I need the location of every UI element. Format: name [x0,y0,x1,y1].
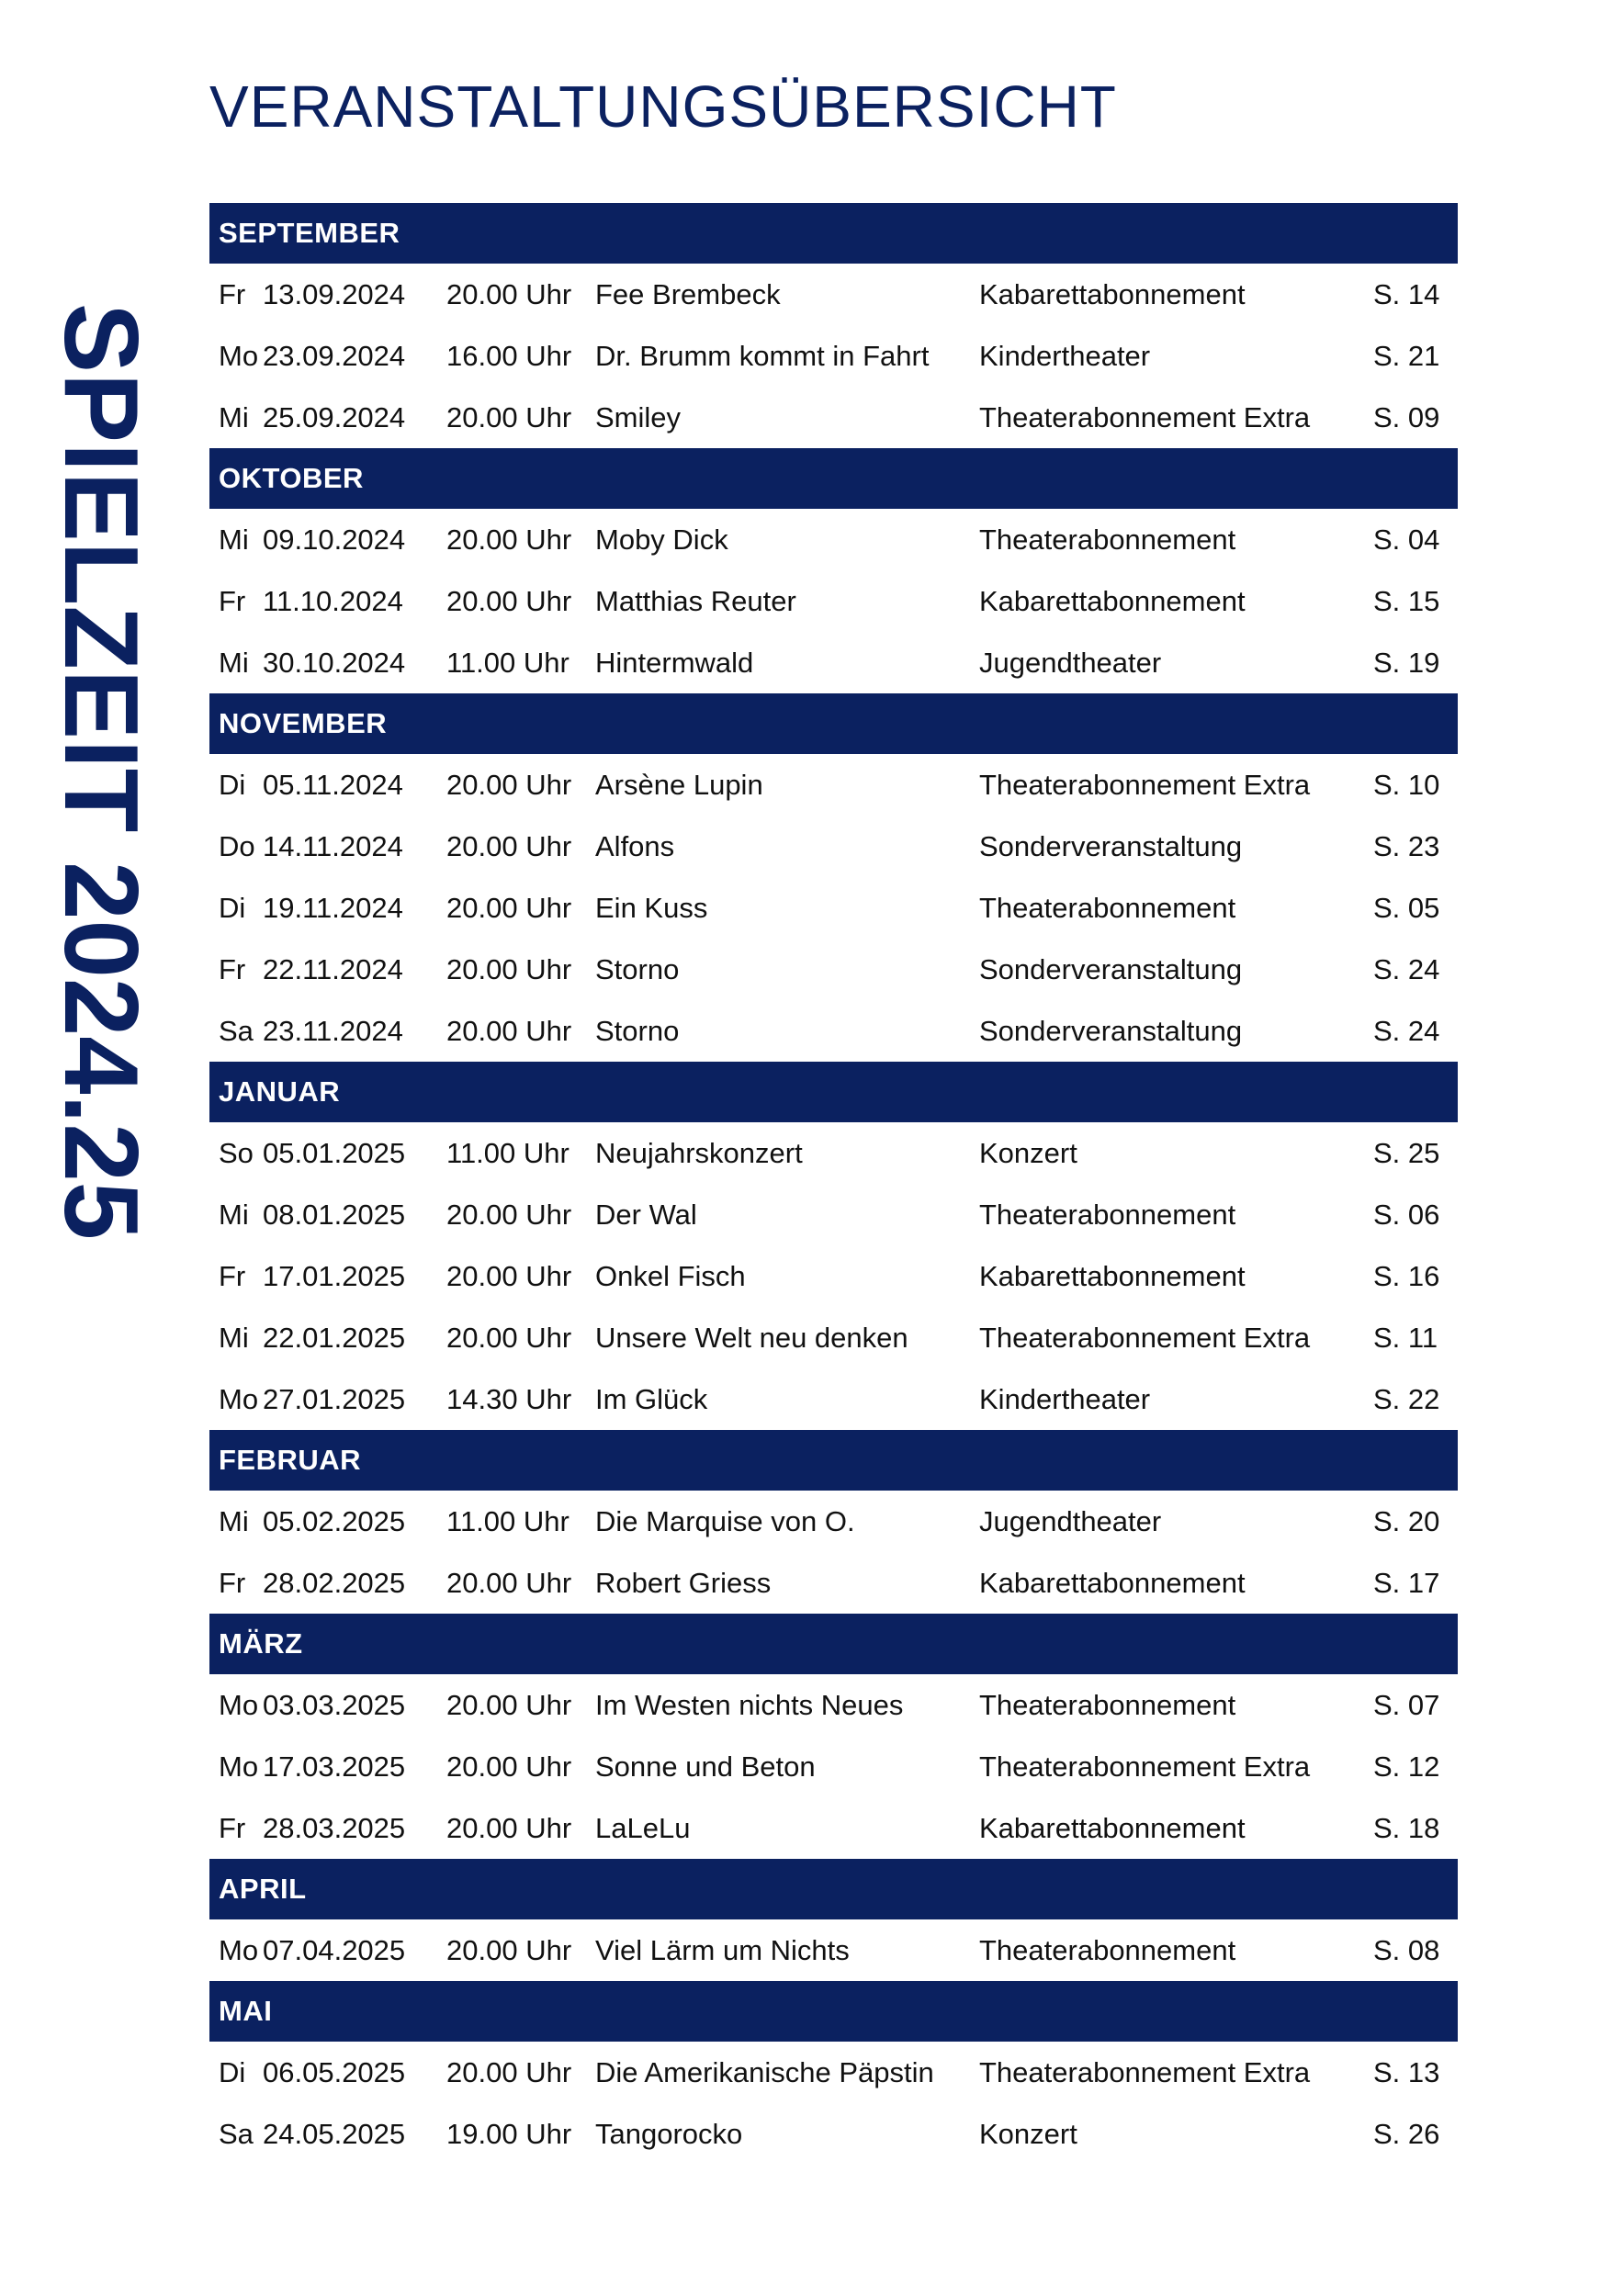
event-date: 22.01.2025 [263,1322,406,1354]
event-weekday: Di [219,769,246,801]
event-title: Hintermwald [595,647,754,679]
event-category: Theaterabonnement [979,1199,1236,1231]
month-header: FEBRUAR [209,1430,1458,1491]
event-title: Ein Kuss [595,892,708,924]
event-title: Smiley [595,401,682,433]
event-title: Moby Dick [595,523,728,556]
event-page-ref: S. 13 [1373,2056,1440,2088]
event-page-ref: S. 20 [1373,1505,1440,1537]
event-category: Kindertheater [979,1383,1151,1415]
event-weekday: Mi [219,1199,249,1231]
event-row [209,754,1458,816]
event-time: 20.00 Uhr [446,1199,572,1231]
event-title: Die Marquise von O. [595,1505,855,1537]
event-page-ref: S. 14 [1373,278,1440,310]
event-category: Sonderveranstaltung [979,830,1243,862]
event-page-ref: S. 25 [1373,1137,1440,1169]
event-time: 20.00 Uhr [446,769,572,801]
event-date: 14.11.2024 [263,830,403,862]
event-time: 20.00 Uhr [446,1567,572,1599]
event-category: Kabarettabonnement [979,1260,1246,1292]
event-row [209,1307,1458,1368]
event-page-ref: S. 15 [1373,585,1440,617]
event-page-ref: S. 07 [1373,1689,1440,1721]
event-time: 20.00 Uhr [446,1260,572,1292]
event-title: Viel Lärm um Nichts [595,1934,850,1966]
event-category: Konzert [979,2118,1077,2150]
event-row [209,1919,1458,1981]
event-title: Der Wal [595,1199,697,1231]
month-header: MAI [209,1981,1458,2042]
month-header: NOVEMBER [209,693,1458,754]
month-header: MÄRZ [209,1614,1458,1674]
event-row [209,509,1458,570]
event-category: Kabarettabonnement [979,1567,1246,1599]
event-date: 07.04.2025 [263,1934,406,1966]
event-time: 20.00 Uhr [446,2056,572,2088]
event-time: 20.00 Uhr [446,953,572,985]
event-time: 11.00 Uhr [446,647,570,679]
event-time: 20.00 Uhr [446,1812,572,1844]
event-weekday: Fr [219,953,246,985]
event-date: 17.03.2025 [263,1750,406,1783]
event-weekday: Di [219,2056,246,2088]
event-weekday: Mi [219,523,249,556]
event-time: 20.00 Uhr [446,1750,572,1783]
event-category: Theaterabonnement [979,892,1236,924]
event-category: Kabarettabonnement [979,585,1246,617]
event-title: Im Westen nichts Neues [595,1689,904,1721]
event-row [209,387,1458,448]
event-category: Theaterabonnement Extra [979,1750,1311,1783]
event-row [209,816,1458,877]
event-category: Theaterabonnement [979,523,1236,556]
event-page-ref: S. 11 [1373,1322,1438,1354]
event-date: 28.03.2025 [263,1812,406,1844]
month-header: SEPTEMBER [209,203,1458,264]
event-weekday: Di [219,892,246,924]
event-category: Konzert [979,1137,1077,1169]
event-date: 13.09.2024 [263,278,406,310]
event-row [209,1245,1458,1307]
event-date: 22.11.2024 [263,953,403,985]
event-weekday: Fr [219,1567,246,1599]
event-date: 06.05.2025 [263,2056,406,2088]
event-row [209,570,1458,632]
event-page-ref: S. 22 [1373,1383,1440,1415]
event-row [209,1368,1458,1430]
event-category: Kabarettabonnement [979,1812,1246,1844]
event-title: Matthias Reuter [595,585,796,617]
event-page-ref: S. 24 [1373,953,1440,985]
event-title: Im Glück [595,1383,708,1415]
event-page-ref: S. 08 [1373,1934,1440,1966]
event-category: Theaterabonnement Extra [979,1322,1311,1354]
event-row [209,264,1458,325]
season-title-vertical: SPIELZEIT 2024.25 [42,303,159,1241]
event-weekday: Mi [219,401,249,433]
event-category: Kindertheater [979,340,1151,372]
event-time: 11.00 Uhr [446,1137,570,1169]
event-date: 27.01.2025 [263,1383,406,1415]
event-category: Theaterabonnement [979,1689,1236,1721]
event-row [209,1184,1458,1245]
event-time: 20.00 Uhr [446,1689,572,1721]
event-time: 20.00 Uhr [446,278,572,310]
event-title: Dr. Brumm kommt in Fahrt [595,340,930,372]
event-category: Theaterabonnement [979,1934,1236,1966]
event-page-ref: S. 05 [1373,892,1440,924]
event-page-ref: S. 09 [1373,401,1440,433]
event-page-ref: S. 04 [1373,523,1440,556]
event-title: Alfons [595,830,675,862]
event-category: Theaterabonnement Extra [979,401,1311,433]
month-header: JANUAR [209,1062,1458,1122]
event-title: Arsène Lupin [595,769,763,801]
event-row [209,1122,1458,1184]
event-date: 08.01.2025 [263,1199,406,1231]
event-row [209,1491,1458,1552]
event-row [209,632,1458,693]
event-page-ref: S. 23 [1373,830,1440,862]
event-title: Storno [595,1015,680,1047]
event-date: 09.10.2024 [263,523,406,556]
event-page-ref: S. 24 [1373,1015,1440,1047]
event-title: LaLeLu [595,1812,691,1844]
event-row [209,939,1458,1000]
event-category: Kabarettabonnement [979,278,1246,310]
event-date: 19.11.2024 [263,892,403,924]
event-page-ref: S. 18 [1373,1812,1440,1844]
event-row [209,1674,1458,1736]
event-page-ref: S. 19 [1373,647,1440,679]
event-time: 14.30 Uhr [446,1383,572,1415]
event-row [209,1552,1458,1614]
event-page-ref: S. 17 [1373,1567,1440,1599]
event-weekday: So [219,1137,254,1169]
event-row [209,2103,1458,2165]
month-header: APRIL [209,1859,1458,1919]
event-page-ref: S. 10 [1373,769,1440,801]
event-weekday: Mi [219,647,249,679]
event-category: Sonderveranstaltung [979,953,1243,985]
event-time: 20.00 Uhr [446,523,572,556]
event-page-ref: S. 26 [1373,2118,1440,2150]
event-weekday: Mi [219,1505,249,1537]
event-time: 20.00 Uhr [446,1015,572,1047]
event-time: 20.00 Uhr [446,1322,572,1354]
event-weekday: Mo [219,1383,259,1415]
event-date: 24.05.2025 [263,2118,406,2150]
event-date: 30.10.2024 [263,647,406,679]
event-weekday: Mi [219,1322,249,1354]
event-row [209,325,1458,387]
page-title: VERANSTALTUNGSÜBERSICHT [209,73,1117,140]
event-weekday: Mo [219,1689,259,1721]
event-date: 23.11.2024 [263,1015,403,1047]
event-weekday: Do [219,830,255,862]
event-date: 03.03.2025 [263,1689,406,1721]
event-time: 19.00 Uhr [446,2118,572,2150]
event-date: 25.09.2024 [263,401,406,433]
event-date: 11.10.2024 [263,585,403,617]
event-weekday: Fr [219,585,246,617]
event-page-ref: S. 06 [1373,1199,1440,1231]
event-category: Theaterabonnement Extra [979,2056,1311,2088]
event-row [209,1736,1458,1797]
event-category: Theaterabonnement Extra [979,769,1311,801]
event-date: 05.02.2025 [263,1505,406,1537]
event-title: Tangorocko [595,2118,743,2150]
event-weekday: Sa [219,2118,254,2150]
event-date: 05.01.2025 [263,1137,406,1169]
event-time: 20.00 Uhr [446,401,572,433]
event-page-ref: S. 16 [1373,1260,1440,1292]
event-date: 28.02.2025 [263,1567,406,1599]
event-weekday: Sa [219,1015,254,1047]
event-category: Jugendtheater [979,1505,1162,1537]
event-row [209,2042,1458,2103]
event-title: Neujahrskonzert [595,1137,803,1169]
event-time: 20.00 Uhr [446,585,572,617]
event-time: 11.00 Uhr [446,1505,570,1537]
event-date: 05.11.2024 [263,769,403,801]
event-time: 20.00 Uhr [446,1934,572,1966]
event-category: Sonderveranstaltung [979,1015,1243,1047]
event-title: Unsere Welt neu denken [595,1322,908,1354]
event-page-ref: S. 12 [1373,1750,1440,1783]
event-title: Fee Brembeck [595,278,781,310]
event-date: 23.09.2024 [263,340,406,372]
event-time: 16.00 Uhr [446,340,572,372]
event-weekday: Fr [219,1812,246,1844]
event-row [209,877,1458,939]
event-weekday: Mo [219,1750,259,1783]
event-row [209,1797,1458,1859]
event-category: Jugendtheater [979,647,1162,679]
event-weekday: Mo [219,1934,259,1966]
event-title: Sonne und Beton [595,1750,816,1783]
event-title: Onkel Fisch [595,1260,746,1292]
month-header: OKTOBER [209,448,1458,509]
event-row [209,1000,1458,1062]
event-weekday: Fr [219,278,246,310]
event-schedule [209,203,1458,2165]
event-weekday: Fr [219,1260,246,1292]
event-weekday: Mo [219,340,259,372]
event-title: Die Amerikanische Päpstin [595,2056,934,2088]
event-date: 17.01.2025 [263,1260,406,1292]
event-title: Robert Griess [595,1567,772,1599]
event-page-ref: S. 21 [1373,340,1440,372]
event-title: Storno [595,953,680,985]
event-time: 20.00 Uhr [446,830,572,862]
event-time: 20.00 Uhr [446,892,572,924]
